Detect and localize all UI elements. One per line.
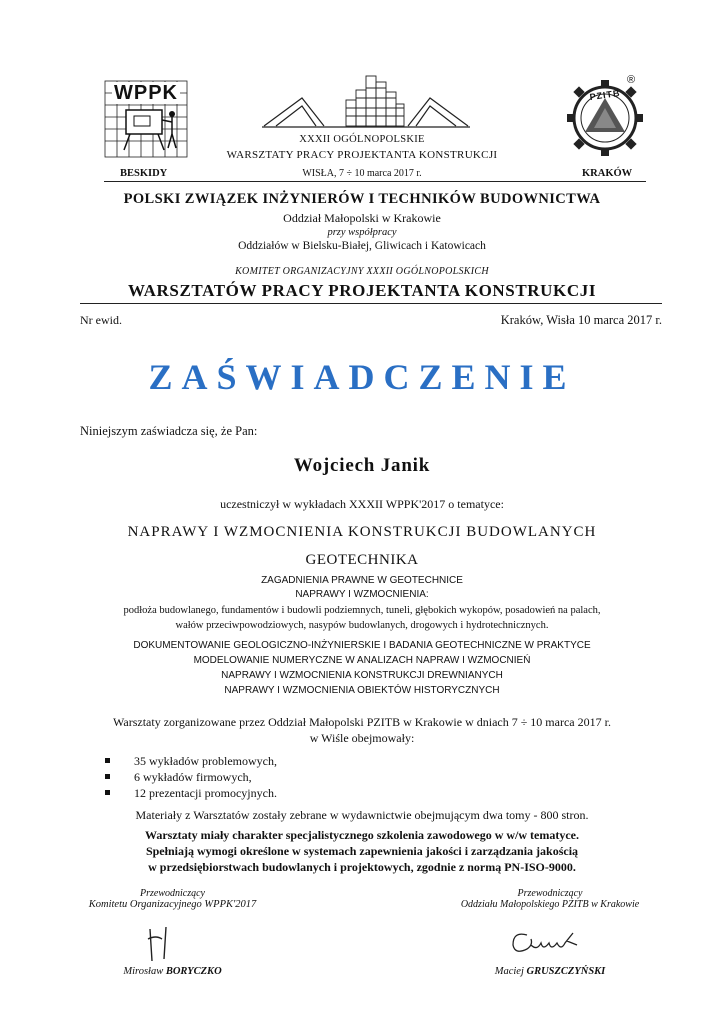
topic-item: ZAGADNIENIA PRAWNE W GEOTECHNICE (261, 575, 463, 586)
certificate-title: ZAŚWIADCZENIE (148, 357, 576, 397)
registered-mark-icon: ® (627, 74, 636, 86)
right-last-name: GRUSZCZYŃSKI (526, 966, 606, 977)
organized-line-2: w Wiśle obejmowały: (309, 731, 415, 745)
topic-item: DOKUMENTOWANIE GEOLOGICZNO-INŻYNIERSKIE I BADANIA GEOTECHNICZNE W PRAKTYCE (133, 640, 591, 651)
org-workshops: WARSZTATÓW PRACY PROJEKTANTA KONSTRUKCJI (127, 281, 597, 300)
materials-text: Materiały z Warsztatów zostały zebrane w wydawnictwie obejmującym dwa tomy - 800 stron. (135, 808, 589, 822)
conference-emblem (262, 70, 470, 130)
left-handwritten-signature (140, 925, 180, 965)
wppk-logo-text: WPPK (114, 82, 178, 104)
person-name: Wojciech Janik (293, 455, 431, 476)
right-role-1: Przewodniczący (517, 888, 583, 899)
org-name: POLSKI ZWIĄZEK INŻYNIERÓW I TECHNIKÓW BUDOWNICTWA (123, 191, 601, 207)
wppk-logo (104, 80, 188, 158)
right-signatory-name (420, 966, 680, 977)
topic-item: NAPRAWY I WZMOCNIENIA: (295, 589, 429, 600)
left-signature-block (40, 888, 305, 910)
intro-text: Niniejszym zaświadcza się, że Pan: (80, 424, 258, 438)
bold-statement: Spełniają wymogi określone w systemach zapewnienia jakości i zarządzania jakością (145, 844, 579, 858)
topic-item: wałów przeciwpowodziowych, nasypów budowlanych, drogowych i hydrotechnicznych. (175, 620, 549, 631)
list-item-text: 35 wykładów problemowych, (134, 754, 277, 768)
bold-statement: w przedsiębiorstwach budowlanych i projektowych, zgodnie z normą PN-ISO-9000. (148, 860, 576, 874)
bullet-icon (105, 758, 110, 763)
left-role-2: Komitetu Organizacyjnego WPPK'2017 (88, 899, 257, 910)
event-line-2: WARSZTATY PRACY PROJEKTANTA KONSTRUKCJI (226, 149, 498, 161)
topic-item: MODELOWANIE NUMERYCZNE W ANALIZACH NAPRAW I WZMOCNIEŃ (193, 655, 531, 666)
org-rule (80, 303, 662, 304)
right-first-name: Maciej (494, 966, 524, 977)
city-left: BESKIDY (120, 168, 168, 179)
city-right: KRAKÓW (582, 168, 633, 179)
topic-main: NAPRAWY I WZMOCNIENIA KONSTRUKCJI BUDOWLANYCH (127, 524, 597, 540)
org-branch: Oddział Małopolski w Krakowie (283, 211, 441, 225)
topic-item: podłoża budowlanego, fundamentów i budowli podziemnych, tuneli, głębokich wykopów, posadowień na palach, (123, 605, 601, 616)
topic-sub: GEOTECHNIKA (305, 552, 419, 568)
right-signature-block (420, 888, 680, 910)
issue-place-date: Kraków, Wisła 10 marca 2017 r. (500, 313, 662, 327)
mountains-building-icon (262, 70, 470, 130)
participation-text: uczestniczył w wykładach XXXII WPPK'2017 o tematyce: (220, 497, 504, 511)
list-item (105, 786, 505, 802)
header-rule (104, 181, 646, 182)
list-item (105, 770, 505, 786)
bullet-icon (105, 790, 110, 795)
left-role-1: Przewodniczący (140, 888, 205, 899)
bullet-list (105, 754, 505, 802)
left-signatory-name (40, 966, 305, 977)
record-number-label: Nr ewid. (80, 313, 122, 327)
list-item-text: 6 wykładów firmowych, (134, 770, 252, 784)
event-line-1: XXXII OGÓLNOPOLSKIE (299, 134, 425, 145)
topic-item: NAPRAWY I WZMOCNIENIA KONSTRUKCJI DREWNIANYCH (221, 670, 503, 681)
left-last-name: BORYCZKO (165, 966, 222, 977)
org-branches: Oddziałów w Bielsku-Białej, Gliwicach i Katowicach (238, 240, 486, 252)
right-handwritten-signature (507, 925, 587, 961)
right-role-2: Oddziału Małopolskiego PZITB w Krakowie (460, 899, 640, 910)
list-item (105, 754, 505, 770)
bullet-icon (105, 774, 110, 779)
bold-statement: Warsztaty miały charakter specjalistycznego szkolenia zawodowego w w/w tematyce. (144, 828, 580, 842)
organized-line-1: Warsztaty zorganizowane przez Oddział Małopolski PZITB w Krakowie w dniach 7 ÷ 10 marca 2017 r. (113, 715, 611, 729)
place-date: WISŁA, 7 ÷ 10 marca 2017 r. (302, 168, 422, 179)
topic-item: NAPRAWY I WZMOCNIENIA OBIEKTÓW HISTORYCZNYCH (224, 685, 500, 696)
left-first-name: Mirosław (123, 966, 164, 977)
pzitb-logo-text: PZITB (588, 87, 622, 103)
org-cooperation: przy współpracy (327, 227, 397, 238)
org-committee: KOMITET ORGANIZACYJNY XXXII OGÓLNOPOLSKICH (235, 266, 489, 277)
list-item-text: 12 prezentacji promocyjnych. (134, 786, 277, 800)
